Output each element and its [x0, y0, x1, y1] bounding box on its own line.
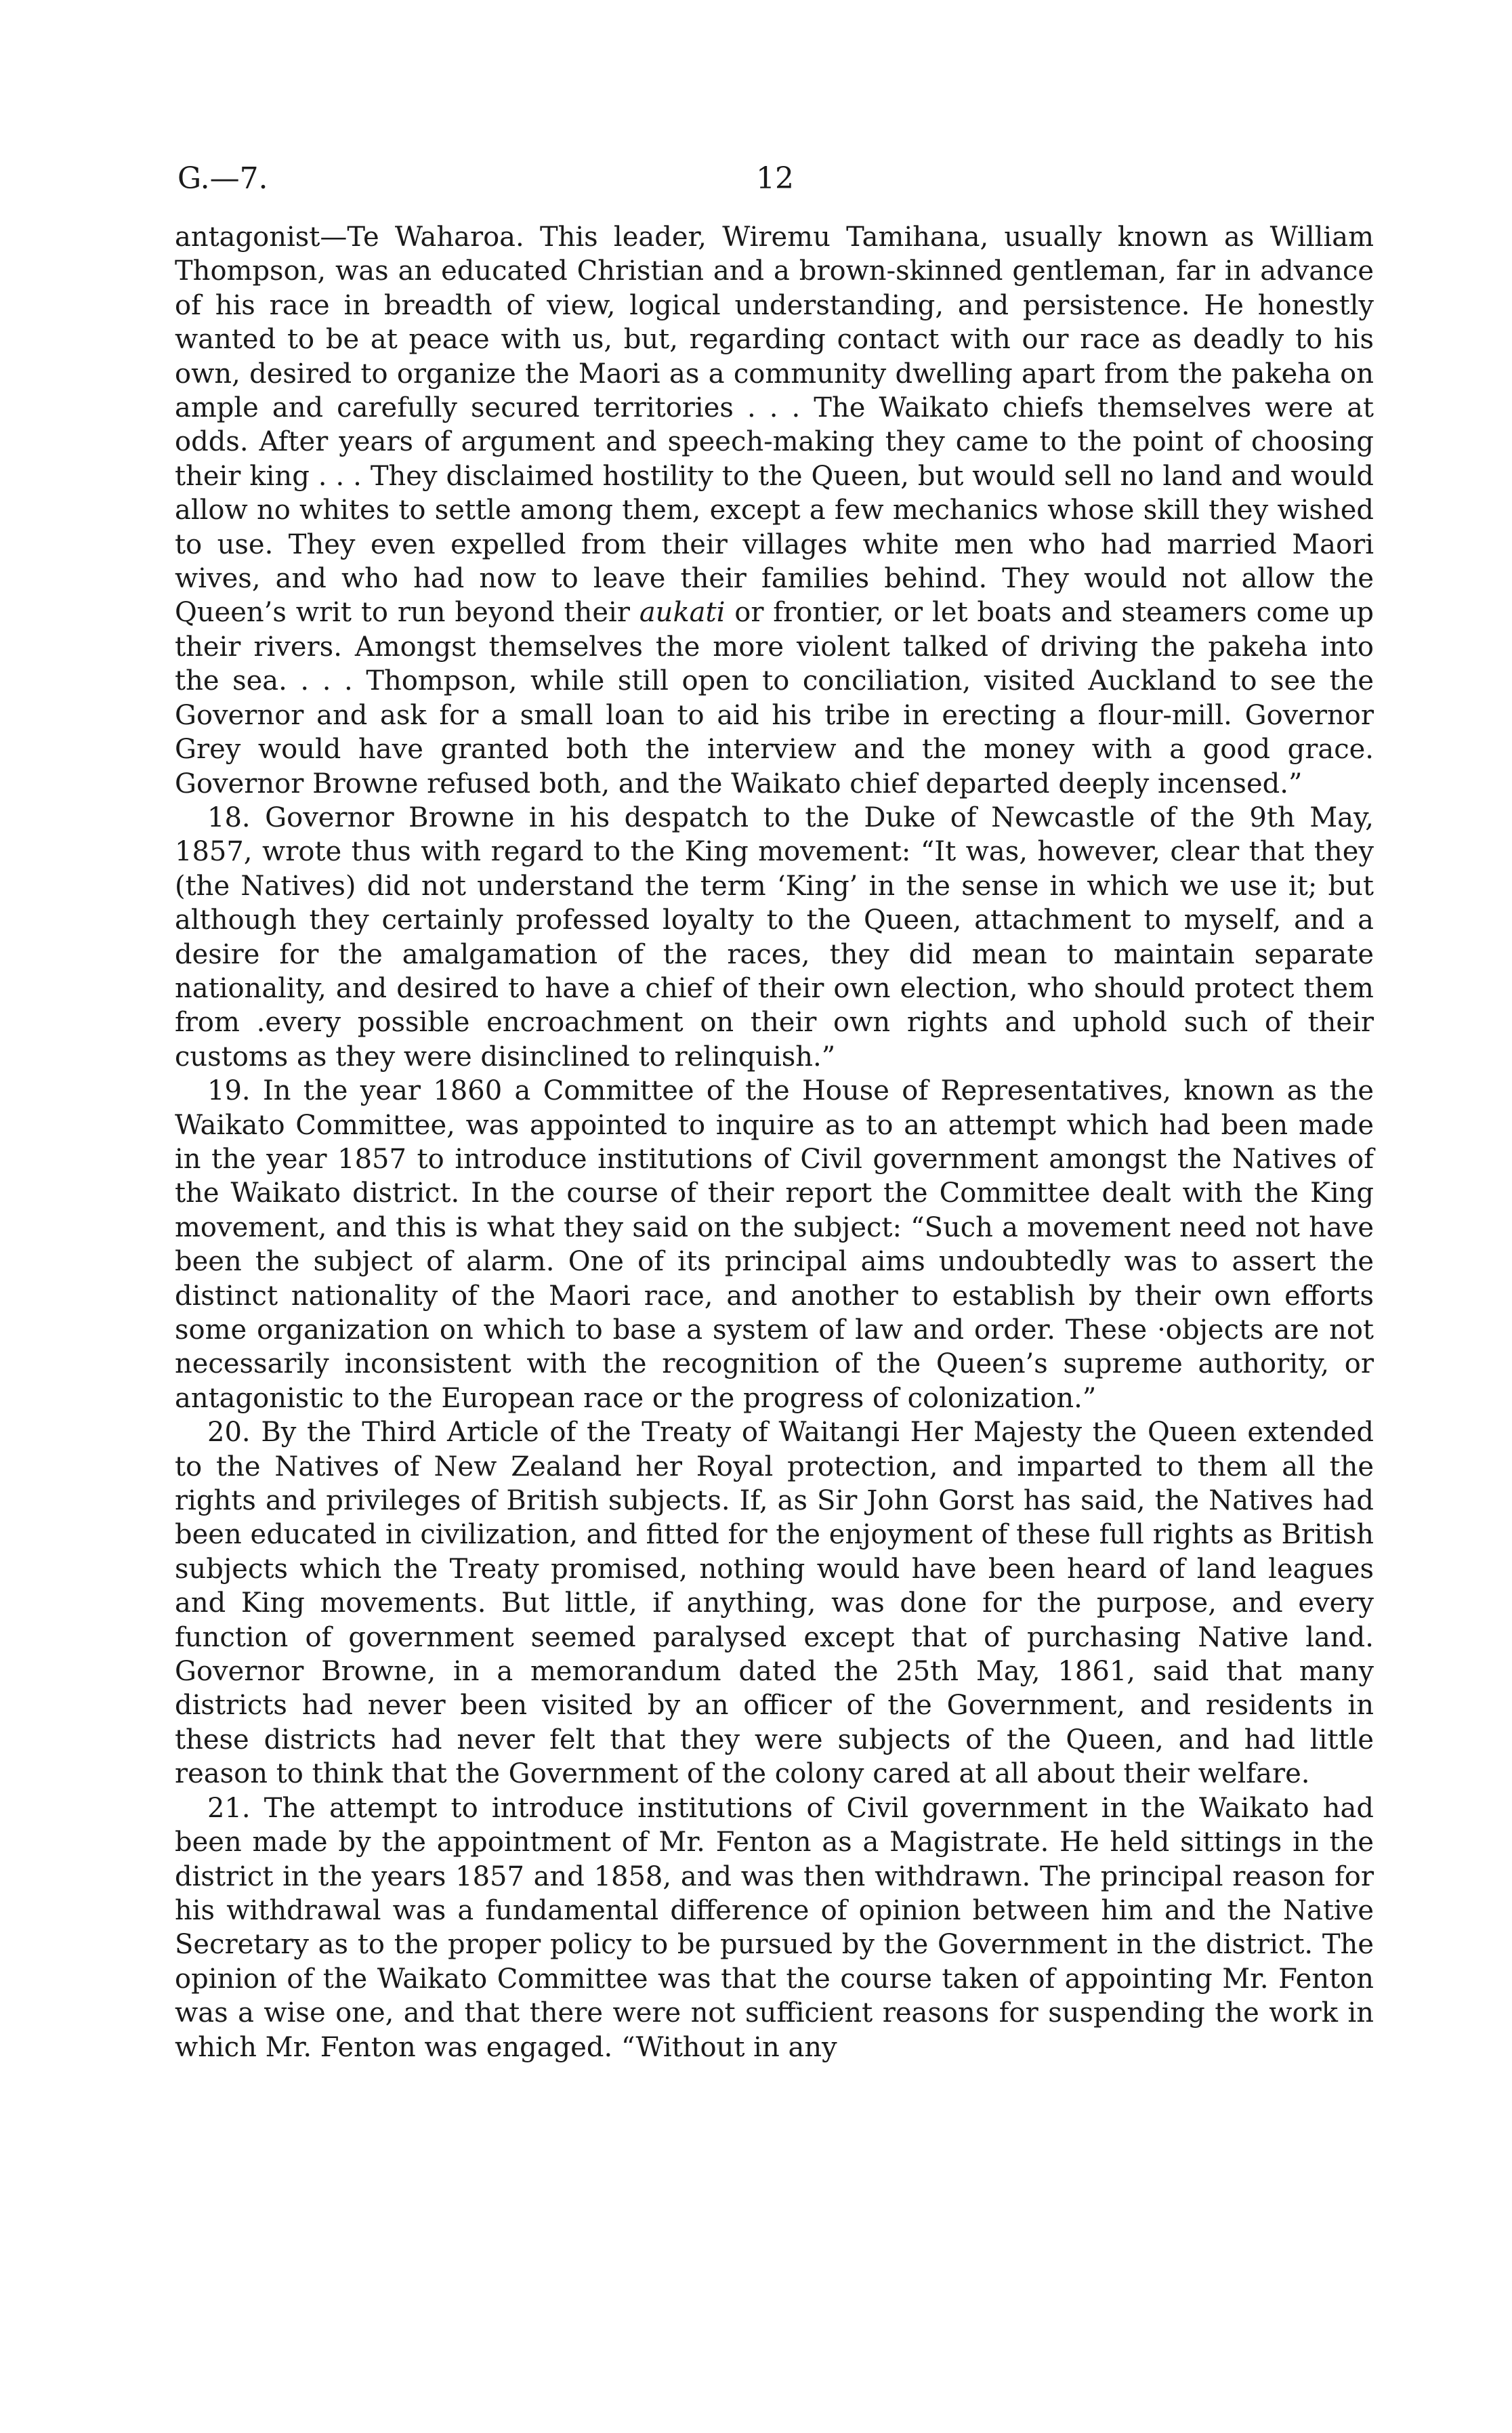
page-header [177, 161, 1372, 202]
paragraph-text: or frontier, or let boats and steamers come up their rivers. Amongst themselves the more violent talked of driving the pakeha into the sea. . . . Thompson, while still open to conciliation, visited Auckland to see the Governor and ask for a small loan to aid his tribe in erecting a flour-mill. Governor Grey would have granted both the interview and the money with a good grace. Governor Browne refused both, and the Waikato chief departed deeply incensed.” [175, 597, 1374, 799]
page-number: 12 [756, 161, 794, 196]
document-reference: G.—7. [177, 161, 268, 196]
paragraph-21 [175, 1791, 1374, 2064]
paragraph-text: The attempt to introduce institutions of Civil government in the Waikato had been made by the appointment of Mr. Fenton as a Magistrate. He held sittings in the district in the years 1857 and 1858, and was then withdrawn. The principal reason for his withdrawal was a fundamental difference of opinion between him and the Native Secretary as to the proper policy to be pursued by the Government in the district. The opinion of the Waikato Committee was that the course taken of appointing Mr. Fenton was a wise one, and that there were not sufficient reasons for suspending the work in which Mr. Fenton was engaged. “Without in any [175, 1792, 1374, 2063]
paragraph-text: antagonist—Te Waharoa. This leader, Wiremu Tamihana, usually known as William Thompson, was an educated Christian and a brown-skinned gentleman, far in advance of his race in breadth of view, logical understanding, and persistence. He honestly wanted to be at peace with us, but, regarding contact with our race as deadly to his own, desired to organize the Maori as a community dwelling apart from the pakeha on ample and carefully secured territories . . . The Waikato chiefs themselves were at odds. After years of argument and speech-making they came to the point of choosing their king . . . They disclaimed hostility to the Queen, but would sell no land and would allow no whites to settle among them, except a few mechanics whose skill they wished to use. They even expelled from their villages white men who had married Maori wives, and who had now to leave their families behind. They would not allow the Queen’s writ to run beyond their [175, 222, 1374, 629]
paragraph-number: 20. [207, 1417, 251, 1449]
paragraph-text: In the year 1860 a Committee of the House of Representatives, known as the Waikato Committee, was appointed to inquire as to an attempt which had been made in the year 1857 to introduce institutions of Civil government amongst the Natives of the Waikato district. In the course of their report the Committee dealt with the King movement, and this is what they said on the subject: “Such a movement need not have been the subject of alarm. One of its principal aims undoubtedly was to assert the distinct nationality of the Maori race, and another to establish by their own efforts some organization on which to base a system of law and order. These ·objects are not necessarily inconsistent with the recognition of the Queen’s supreme authority, or antagonistic to the European race or the progress of colonization.” [175, 1075, 1374, 1414]
document-body [175, 220, 1374, 2064]
paragraph-number: 21. [207, 1792, 251, 1824]
paragraph-number: 19. [207, 1075, 251, 1107]
paragraph-19 [175, 1074, 1374, 1415]
paragraph-continued [175, 220, 1374, 801]
paragraph-20 [175, 1415, 1374, 1791]
paragraph-18 [175, 801, 1374, 1074]
italic-term: aukati [639, 597, 726, 629]
paragraph-text: By the Third Article of the Treaty of Waitangi Her Majesty the Queen extended to the Natives of New Zealand her Royal protection, and imparted to them all the rights and privileges of British subjects. If, as Sir John Gorst has said, the Natives had been educated in civilization, and fitted for the enjoyment of these full rights as British subjects which the Treaty promised, nothing would have been heard of land leagues and King movements. But little, if anything, was done for the purpose, and every function of government seemed paralysed except that of purchasing Native land. Governor Browne, in a memorandum dated the 25th May, 1861, said that many districts had never been visited by an officer of the Government, and residents in these districts had never felt that they were subjects of the Queen, and had little reason to think that the Government of the colony cared at all about their welfare. [175, 1417, 1374, 1790]
paragraph-number: 18. [207, 802, 251, 833]
paragraph-text: Governor Browne in his despatch to the Duke of Newcastle of the 9th May, 1857, wrote thus with regard to the King movement: “It was, however, clear that they (the Natives) did not understand the term ‘King’ in the sense in which we use it; but although they certainly professed loyalty to the Queen, attachment to myself, and a desire for the amalgamation of the races, they did mean to maintain separate nationality, and desired to have a chief of their own election, who should protect them from .every possible encroachment on their own rights and uphold such of their customs as they were disinclined to relinquish.” [175, 802, 1374, 1073]
